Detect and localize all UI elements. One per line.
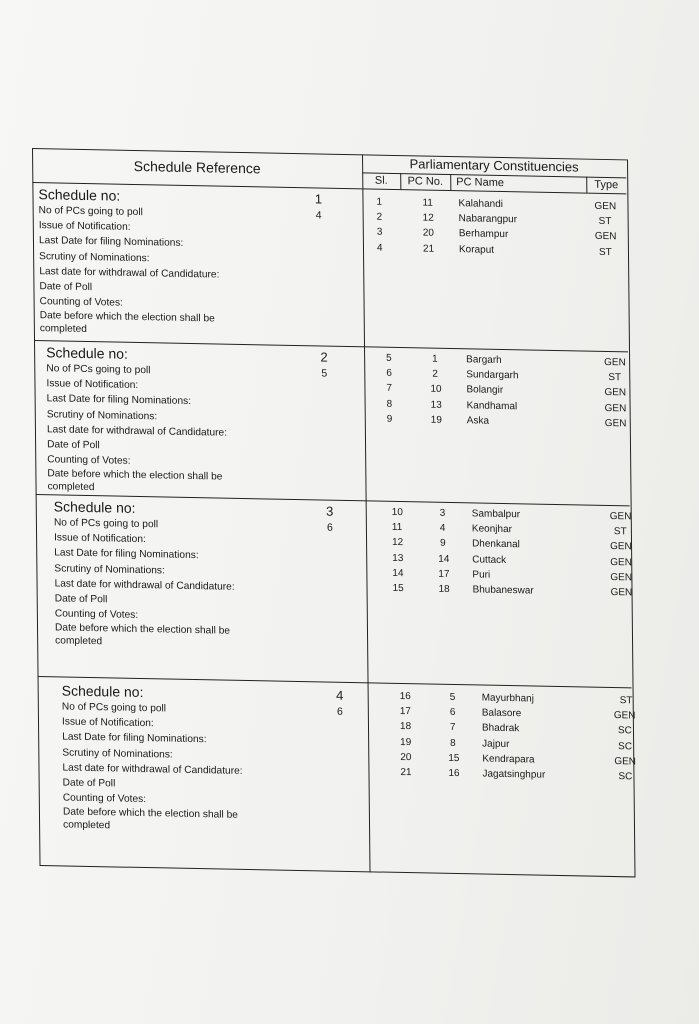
- sl-cell: 8: [386, 398, 393, 410]
- last-date-nominations-label: Last Date for filing Nominations:: [38, 235, 184, 250]
- parliamentary-constituencies-header: Parliamentary Constituencies: [409, 156, 579, 175]
- last-date-withdrawal-label: Last date for withdrawal of Candidature:: [54, 578, 235, 593]
- schedule-no-label: Schedule no:: [46, 344, 128, 362]
- pcs-going-to-poll-label: No of PCs going to poll: [53, 517, 159, 531]
- schedule-block-1: [38, 186, 240, 339]
- type-cell: GEN: [610, 556, 632, 568]
- pc-no-cell: 18: [438, 583, 450, 595]
- pc-no-cell: 10: [430, 383, 442, 396]
- sl-cell: 20: [400, 751, 412, 763]
- pc-no-cell: 9: [440, 538, 446, 550]
- sl-cell: 15: [392, 582, 404, 594]
- col-header-pc-name: PC Name: [456, 176, 505, 190]
- schedule-no-label: Schedule no:: [38, 186, 121, 204]
- schedule-no-label: Schedule no:: [53, 498, 136, 516]
- col-header-sl: Sl.: [374, 174, 388, 187]
- type-cell: GEN: [614, 755, 637, 768]
- type-cell: ST: [619, 695, 633, 707]
- schedule-block-2: [46, 344, 248, 497]
- last-date-nominations-label: Last Date for filing Nominations:: [54, 547, 199, 562]
- col-header-type: Type: [594, 178, 619, 192]
- type-cell: GEN: [604, 417, 627, 430]
- constituency-list-4: [368, 688, 637, 784]
- sl-cell: 12: [392, 537, 404, 549]
- date-of-poll-label: Date of Poll: [54, 593, 108, 606]
- pc-name-cell: Kalahandi: [458, 198, 504, 211]
- col-pcno-divider: [450, 174, 451, 190]
- col-header-pc-no: PC No.: [407, 175, 444, 188]
- schedule-reference-header: Schedule Reference: [133, 157, 261, 177]
- sl-cell: 10: [391, 506, 403, 519]
- pc-no-cell: 6: [449, 707, 456, 719]
- schedule-number: 2: [320, 349, 328, 365]
- schedule-table: [32, 148, 670, 878]
- sl-cell: 19: [400, 736, 412, 748]
- pc-no-cell: 3: [439, 507, 446, 519]
- pc-name-cell: Jajpur: [482, 738, 510, 750]
- pc-no-cell: 8: [450, 737, 456, 749]
- pc-name-cell: Sambalpur: [471, 508, 521, 521]
- issue-of-notification-label: Issue of Notification:: [54, 532, 146, 546]
- type-cell: SC: [617, 725, 632, 737]
- pcs-going-to-poll-label: No of PCs going to poll: [46, 363, 151, 377]
- issue-of-notification-label: Issue of Notification:: [38, 220, 131, 234]
- schedule-pcs-count: 5: [321, 367, 328, 380]
- date-of-poll-label: Date of Poll: [47, 439, 100, 452]
- pcs-going-to-poll-label: No of PCs going to poll: [38, 205, 143, 219]
- constituency-list-1: [362, 194, 627, 260]
- constituency-list-2: [364, 350, 629, 431]
- pc-no-cell: 5: [449, 691, 456, 704]
- sl-cell: 11: [391, 522, 403, 534]
- sl-cell: 14: [392, 567, 404, 579]
- pc-no-cell: 1: [432, 353, 438, 365]
- type-cell: ST: [598, 246, 612, 258]
- pc-name-cell: Jagatsinghpur: [482, 768, 546, 781]
- pc-no-cell: 15: [448, 752, 460, 764]
- pc-name-cell: Bargarh: [466, 354, 502, 366]
- pc-no-cell: 2: [432, 368, 438, 380]
- schedule-number: 3: [326, 503, 334, 519]
- type-cell: ST: [613, 526, 627, 538]
- pc-no-cell: 16: [448, 767, 460, 780]
- sl-cell: 17: [399, 706, 412, 718]
- pc-no-cell: 21: [422, 243, 435, 255]
- constituency-list-3: [366, 504, 631, 600]
- pc-name-cell: Kandhamal: [466, 399, 518, 412]
- pc-no-cell: 4: [439, 522, 446, 535]
- type-cell: GEN: [610, 541, 632, 553]
- date-before-completed-label: Date before which the election shall be completed: [47, 468, 223, 494]
- sl-cell: 5: [386, 352, 392, 364]
- schedule-block-4: [62, 682, 264, 835]
- scrutiny-label: Scrutiny of Nominations:: [62, 747, 173, 761]
- date-before-completed-label: Date before which the election shall be completed: [39, 310, 215, 336]
- last-date-withdrawal-label: Last date for withdrawal of Candidature:: [39, 265, 220, 281]
- pc-name-cell: Dhenkanal: [472, 538, 520, 551]
- pc-name-cell: Bhadrak: [481, 722, 520, 735]
- pc-name-cell: Puri: [472, 569, 491, 581]
- pc-no-cell: 7: [449, 722, 456, 734]
- pc-name-cell: Nabarangpur: [458, 213, 518, 226]
- schedule-number: 4: [335, 687, 344, 703]
- sl-cell: 2: [376, 211, 383, 223]
- scrutiny-label: Scrutiny of Nominations:: [39, 250, 150, 264]
- type-cell: GEN: [604, 356, 626, 369]
- last-date-withdrawal-label: Last date for withdrawal of Candidature:: [62, 762, 243, 777]
- pc-name-cell: Aska: [466, 415, 490, 427]
- type-cell: GEN: [613, 710, 636, 722]
- type-cell: GEN: [594, 200, 617, 213]
- pc-no-cell: 13: [430, 399, 442, 411]
- date-before-completed-label: Date before which the election shall be completed: [54, 622, 231, 648]
- last-date-nominations-label: Last Date for filing Nominations:: [46, 393, 192, 408]
- sl-cell: 7: [386, 383, 393, 395]
- type-cell: GEN: [610, 571, 633, 584]
- type-cell: GEN: [609, 511, 632, 523]
- last-date-nominations-label: Last Date for filing Nominations:: [62, 731, 207, 746]
- pc-name-cell: Sundargarh: [466, 369, 519, 382]
- sl-cell: 9: [386, 413, 393, 425]
- sl-cell: 13: [392, 552, 404, 564]
- pcs-going-to-poll-label: No of PCs going to poll: [61, 701, 167, 715]
- type-cell: GEN: [604, 387, 627, 399]
- schedule-number: 1: [314, 191, 323, 207]
- pc-no-cell: 14: [438, 553, 450, 565]
- pc-name-cell: Cuttack: [472, 553, 507, 566]
- sl-cell: 21: [400, 766, 412, 779]
- sl-cell: 1: [376, 196, 383, 208]
- date-of-poll-label: Date of Poll: [39, 281, 93, 294]
- pc-no-cell: 11: [422, 197, 433, 209]
- date-before-completed-label: Date before which the election shall be completed: [62, 806, 239, 832]
- counting-label: Counting of Votes:: [39, 296, 123, 309]
- pc-name-cell: Bhubaneswar: [472, 584, 534, 597]
- last-date-withdrawal-label: Last date for withdrawal of Candidature:: [46, 424, 228, 439]
- pc-name-cell: Berhampur: [458, 228, 509, 241]
- date-of-poll-label: Date of Poll: [62, 777, 116, 790]
- sl-cell: 6: [386, 367, 392, 380]
- sl-cell: 18: [399, 721, 412, 733]
- sl-cell: 4: [376, 242, 383, 254]
- schedule-pcs-count: 6: [326, 521, 333, 534]
- pc-name-cell: Balasore: [481, 707, 522, 720]
- type-cell: ST: [598, 216, 612, 228]
- sl-cell: 16: [399, 690, 411, 703]
- type-cell: ST: [608, 372, 622, 384]
- pc-no-cell: 17: [438, 568, 450, 580]
- pc-no-cell: 12: [422, 212, 434, 224]
- type-cell: SC: [618, 740, 633, 752]
- counting-label: Counting of Votes:: [54, 608, 139, 622]
- schedule-block-3: [54, 498, 256, 651]
- scrutiny-label: Scrutiny of Nominations:: [46, 408, 158, 422]
- pc-name-cell: Kendrapara: [482, 753, 535, 766]
- scrutiny-label: Scrutiny of Nominations:: [54, 562, 165, 577]
- pc-name-cell: Bolangir: [466, 384, 504, 397]
- schedule-pcs-count: 6: [336, 705, 343, 718]
- sl-cell: 3: [376, 226, 383, 239]
- type-cell: GEN: [594, 231, 617, 243]
- counting-label: Counting of Votes:: [62, 792, 147, 806]
- pc-name-cell: Mayurbhanj: [481, 692, 534, 705]
- counting-label: Counting of Votes:: [47, 454, 131, 468]
- pc-no-cell: 19: [430, 414, 442, 426]
- type-cell: GEN: [610, 586, 633, 599]
- schedule-no-label: Schedule no:: [61, 682, 144, 701]
- issue-of-notification-label: Issue of Notification:: [46, 378, 139, 392]
- issue-of-notification-label: Issue of Notification:: [61, 716, 154, 730]
- schedule-pcs-count: 4: [315, 209, 322, 222]
- pc-name-cell: Keonjhar: [471, 523, 512, 536]
- pc-no-cell: 20: [422, 227, 434, 240]
- type-cell: GEN: [604, 402, 627, 414]
- pc-name-cell: Koraput: [458, 243, 495, 256]
- type-cell: SC: [618, 771, 633, 783]
